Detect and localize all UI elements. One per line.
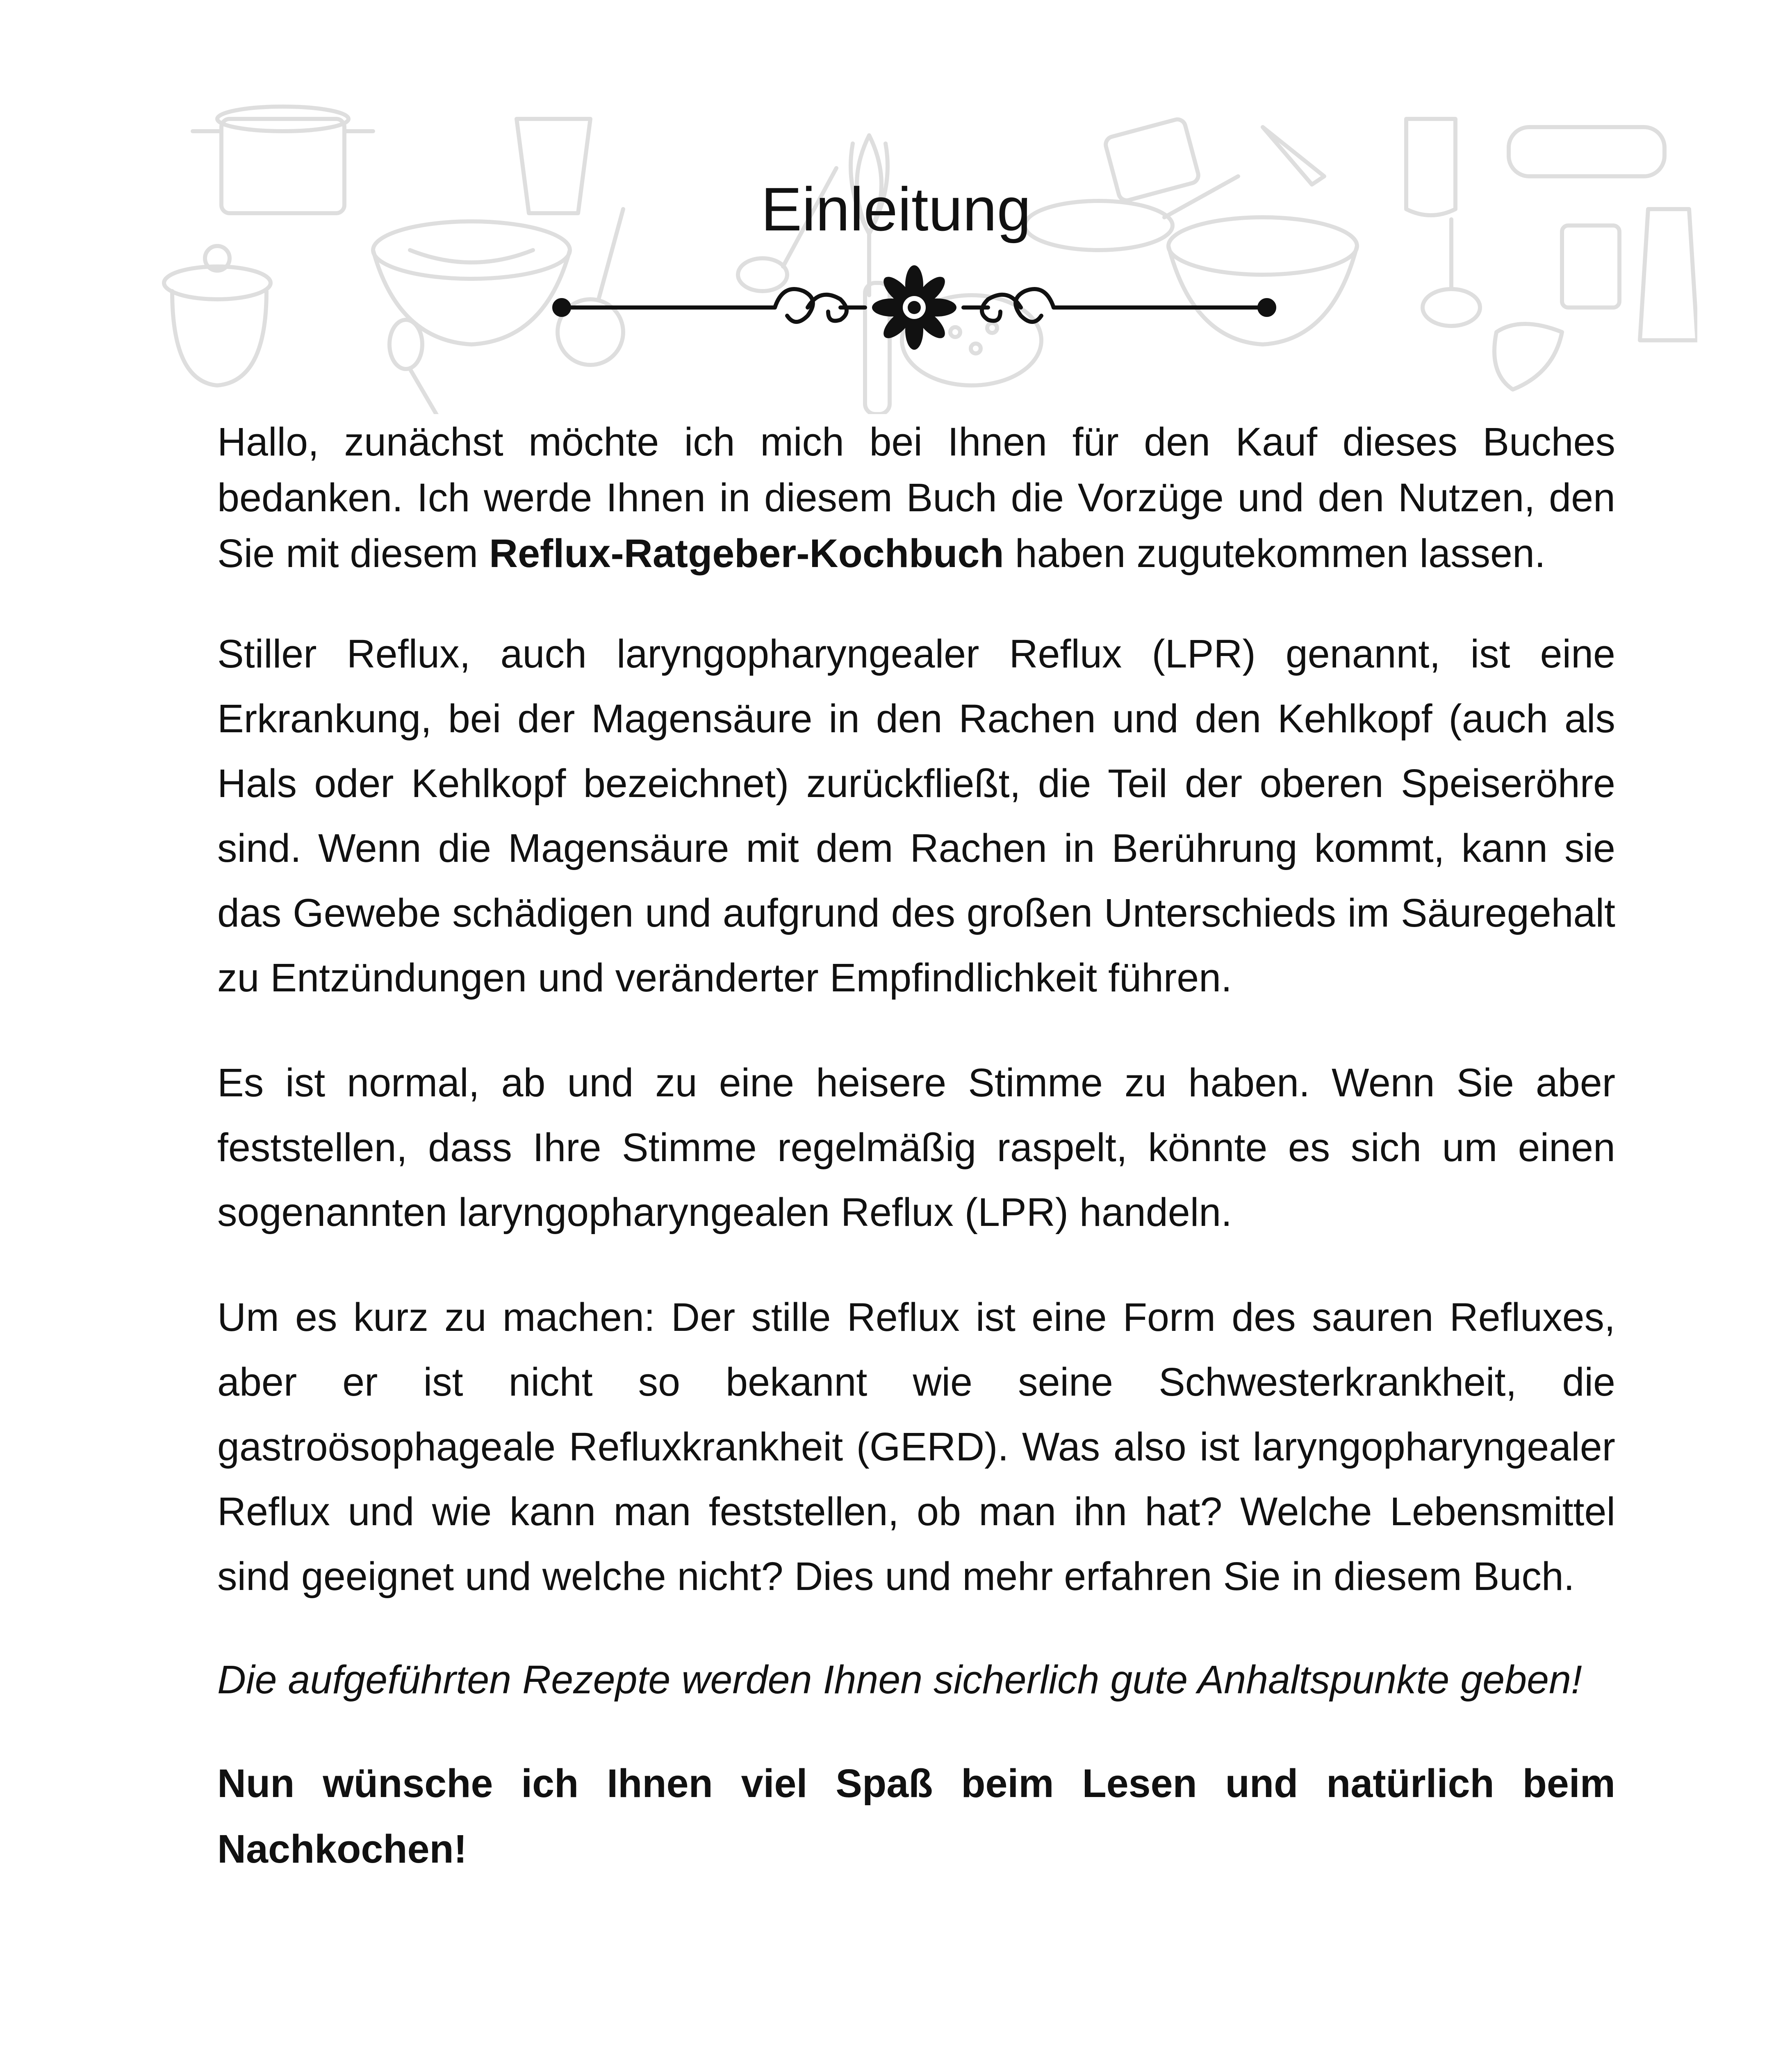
- paragraph-short-summary: Um es kurz zu machen: Der stille Reflux ist eine Form des sauren Refluxes, aber er ist nicht so bekannt wie seine Schwesterkrankheit, die gastroösophageale Refluxkrankheit (GERD). Was also ist laryngopharyngealer Reflux und wie kann man feststellen, ob man ihn hat? Welche Lebensmittel sind geeignet und welche nicht? Dies und mehr erfahren Sie in diesem Buch.: [217, 1295, 1615, 1599]
- towel-icon: [1494, 324, 1562, 390]
- flower-ornament-icon: [545, 262, 1283, 353]
- page-content: [217, 414, 1615, 1882]
- book-title-bold: Reflux-Ratgeber-Kochbuch: [489, 531, 1004, 576]
- paragraph-closing: Nun wünsche ich Ihnen viel Spaß beim Lesen und natürlich beim Nachkochen!: [217, 1761, 1615, 1871]
- paragraph-intro-text-a: Hallo, zunächst möchte ich mich bei Ihnen für den Kauf dieses Buches bedanken. Ich werde Ihnen in diesem Buch die Vorzüge und den Nutzen, den Sie mit diesem: [217, 419, 1615, 576]
- paragraph-recipes-note: Die aufgeführten Rezepte werden Ihnen sicherlich gute Anhaltspunkte geben!: [217, 1657, 1582, 1702]
- paragraph-intro: [217, 414, 1615, 581]
- paragraph-intro-text-b: haben zugutekommen lassen.: [1004, 531, 1546, 576]
- paragraph-silent-reflux: Stiller Reflux, auch laryngopharyngealer Reflux (LPR) genannt, ist eine Erkrankung, bei der Magensäure in den Rachen und den Kehlkopf (auch als Hals oder Kehlkopf bezeichnet) zurückfließt, die Teil der oberen Speiseröhre sind. Wenn die Magensäure mit dem Rachen in Berührung kommt, kann sie das Gewebe schädigen und aufgrund des großen Unterschieds im Säuregehalt zu Entzündungen und veränderter Empfindlichkeit führen.: [217, 631, 1615, 1000]
- page-title: Einleitung: [761, 175, 1031, 244]
- kitchen-utensils-decoration-top: [156, 102, 1697, 414]
- paragraph-hoarse-voice: Es ist normal, ab und zu eine heisere Stimme zu haben. Wenn Sie aber feststellen, dass Ihre Stimme regelmäßig raspelt, könnte es sich um einen sogenannten laryngopharyngealen Reflux (LPR) handeln.: [217, 1060, 1615, 1235]
- cake-ring-icon: [1509, 127, 1664, 176]
- spoon-icon: [389, 320, 422, 369]
